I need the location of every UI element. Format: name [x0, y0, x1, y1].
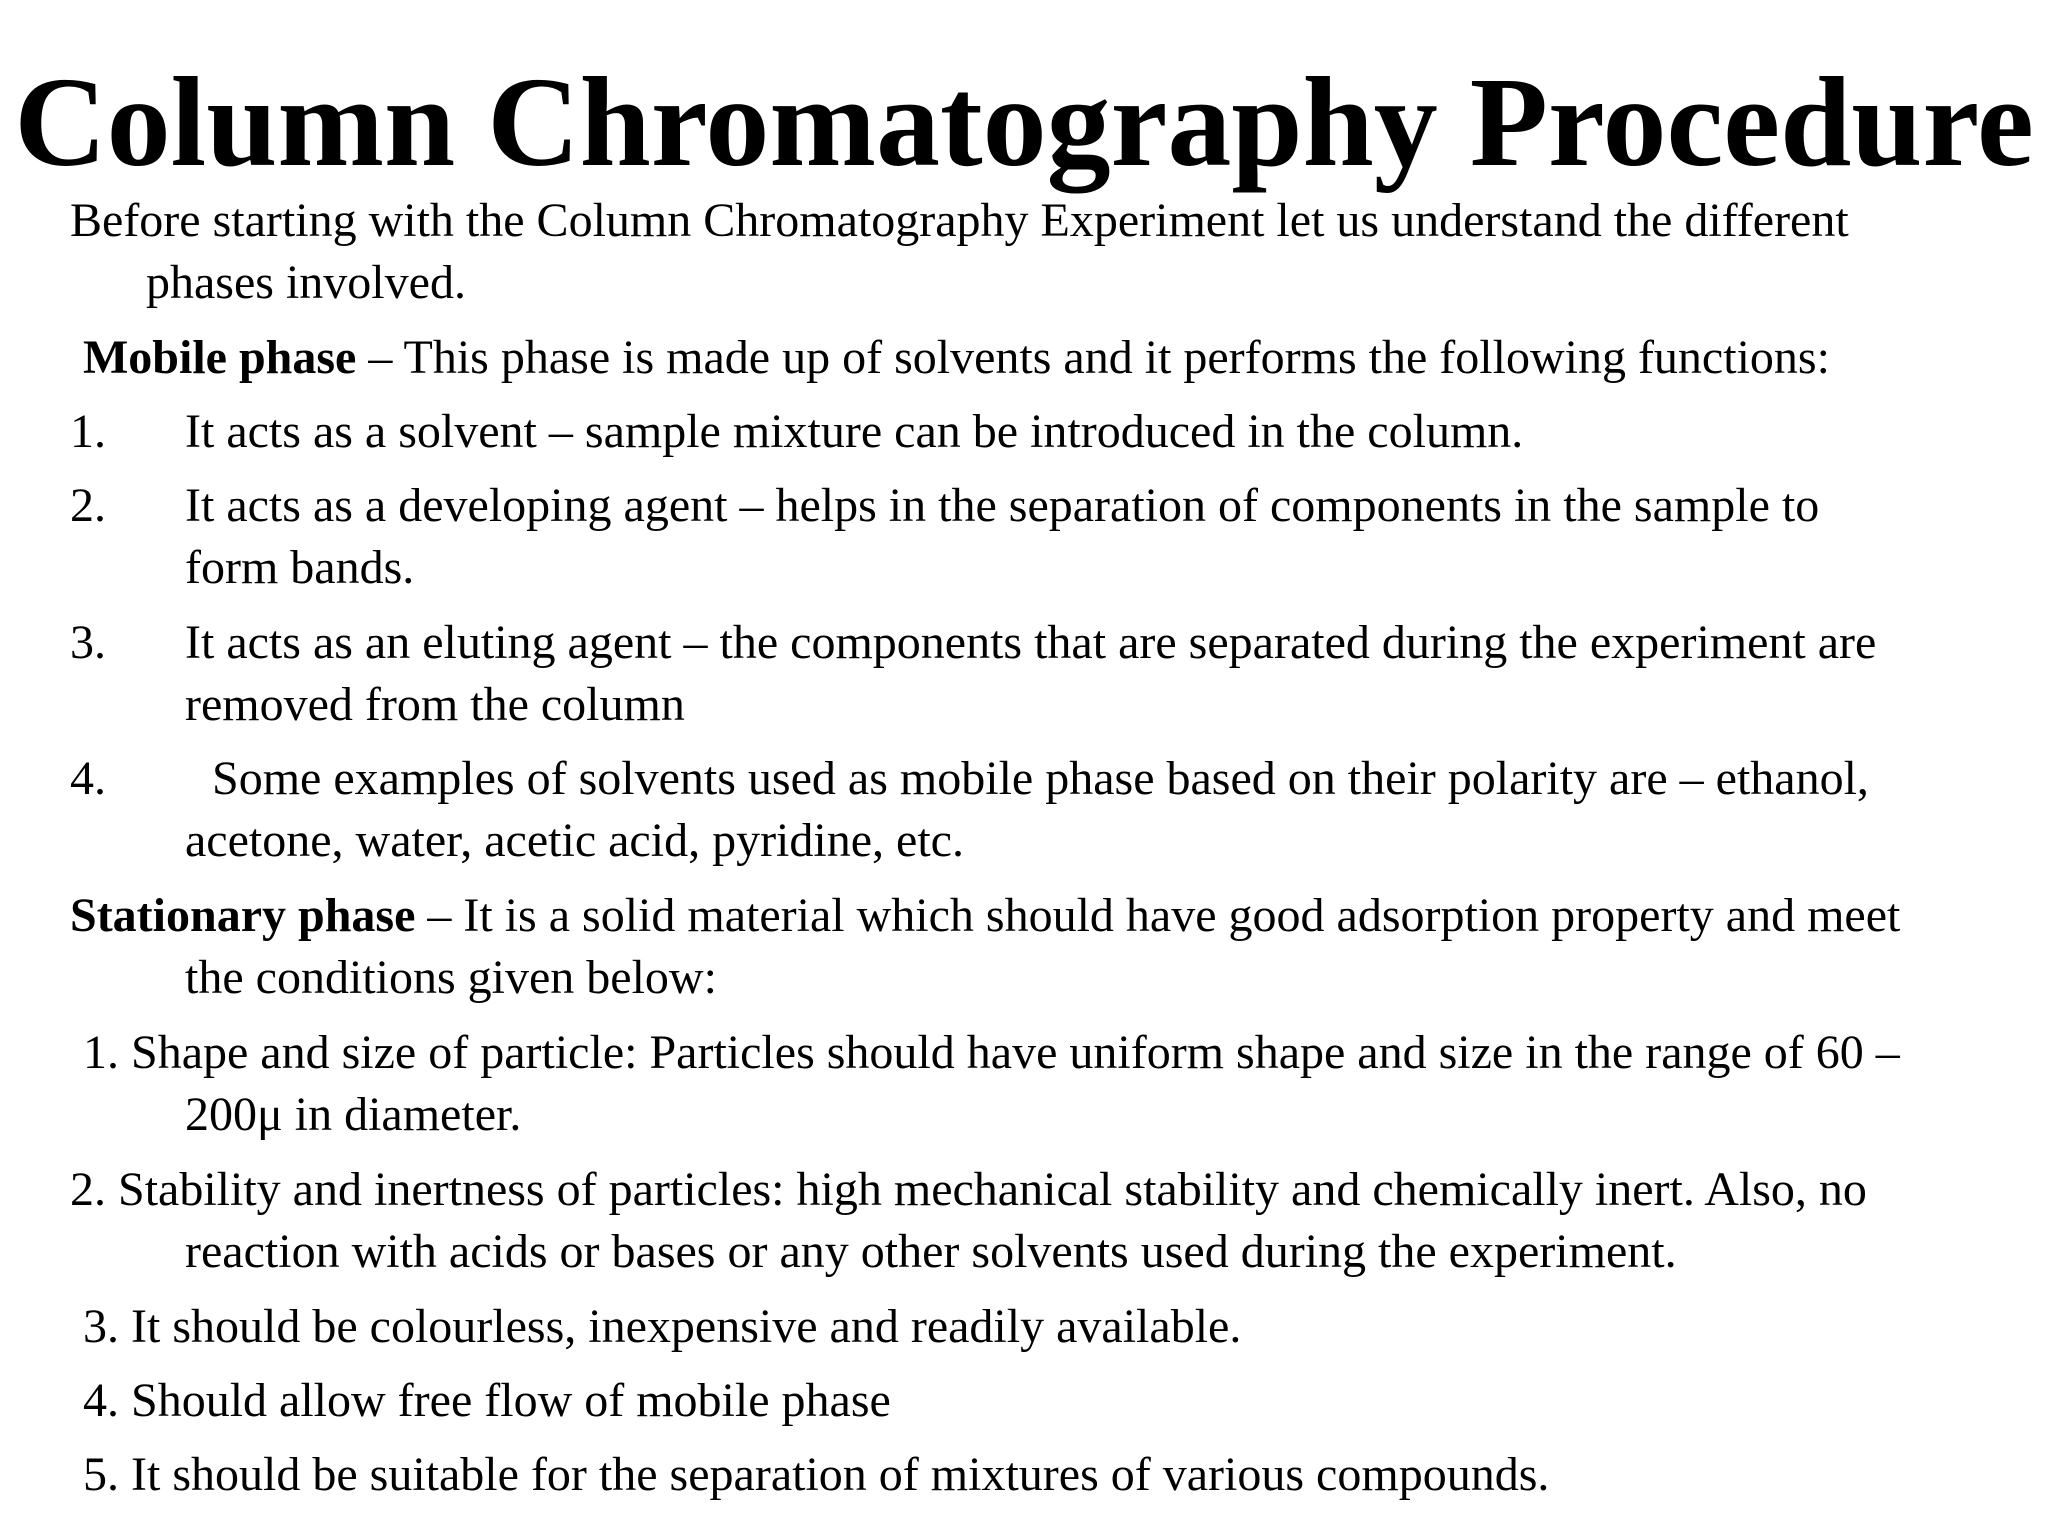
- mobile-item-4-text: [185, 748, 1869, 872]
- stationary-item-4-line-1: 4. Should allow free flow of mobile phase: [83, 1374, 891, 1427]
- stationary-item-3-line-1: 3. It should be colourless, inexpensive and readily available.: [83, 1300, 1242, 1353]
- stationary-phase-text: – It is a solid material which should have good adsorption property and meet: [415, 889, 1901, 942]
- mobile-item-3-number: 3.: [70, 616, 106, 669]
- intro-line-1: Before starting with the Column Chromatography Experiment let us understand the different: [70, 194, 1849, 247]
- mobile-phase-heading: [83, 327, 1830, 389]
- stationary-item-1-line-2: 200μ in diameter.: [185, 1088, 522, 1141]
- page-title: Column Chromatography Procedure: [14, 51, 2034, 193]
- mobile-item-3-text: [185, 612, 1876, 736]
- intro-paragraph: [70, 190, 1849, 314]
- mobile-item-4-line-2: acetone, water, acetic acid, pyridine, etc.: [185, 814, 964, 867]
- stationary-item-2-line-2: reaction with acids or bases or any other solvents used during the experiment.: [185, 1225, 1677, 1278]
- mobile-item-1-text: [185, 401, 1523, 463]
- mobile-item-1-line-1: It acts as a solvent – sample mixture can be introduced in the column.: [185, 405, 1524, 458]
- stationary-item-2-line-1: 2. Stability and inertness of particles: high mechanical stability and chemically inert. Also, no: [70, 1163, 1867, 1216]
- stationary-phase-heading: [70, 885, 1900, 1009]
- intro-line-2: phases involved.: [146, 256, 466, 309]
- mobile-phase-text: – This phase is made up of solvents and it performs the following functions:: [356, 331, 1830, 384]
- mobile-phase-label: Mobile phase: [83, 331, 357, 384]
- stationary-phase-label: Stationary phase: [70, 889, 416, 942]
- mobile-item-2-line-1: It acts as a developing agent – helps in the separation of components in the sample to: [185, 479, 1820, 532]
- stationary-phase-text-2: the conditions given below:: [185, 951, 717, 1004]
- mobile-item-2-line-2: form bands.: [185, 541, 415, 594]
- mobile-item-2-number: 2.: [70, 479, 106, 532]
- stationary-item-2: [70, 1159, 1867, 1283]
- stationary-item-1-line-1: 1. Shape and size of particle: Particles should have uniform shape and size in the range of 60 –: [83, 1026, 1900, 1079]
- mobile-item-4-number: 4.: [70, 752, 106, 805]
- mobile-item-2-text: [185, 475, 1819, 599]
- stationary-item-5-line-1: 5. It should be suitable for the separation of mixtures of various compounds.: [83, 1448, 1550, 1501]
- mobile-item-4-line-1: Some examples of solvents used as mobile phase based on their polarity are – ethanol,: [212, 752, 1869, 805]
- stationary-item-3: [83, 1296, 1241, 1358]
- mobile-item-3-line-2: removed from the column: [185, 678, 685, 731]
- stationary-item-4: [83, 1370, 891, 1432]
- mobile-item-3-line-1: It acts as an eluting agent – the components that are separated during the experiment are: [185, 616, 1877, 669]
- stationary-item-1: [83, 1022, 1900, 1146]
- stationary-item-5: [83, 1444, 1549, 1506]
- mobile-item-1-number: 1.: [70, 405, 106, 458]
